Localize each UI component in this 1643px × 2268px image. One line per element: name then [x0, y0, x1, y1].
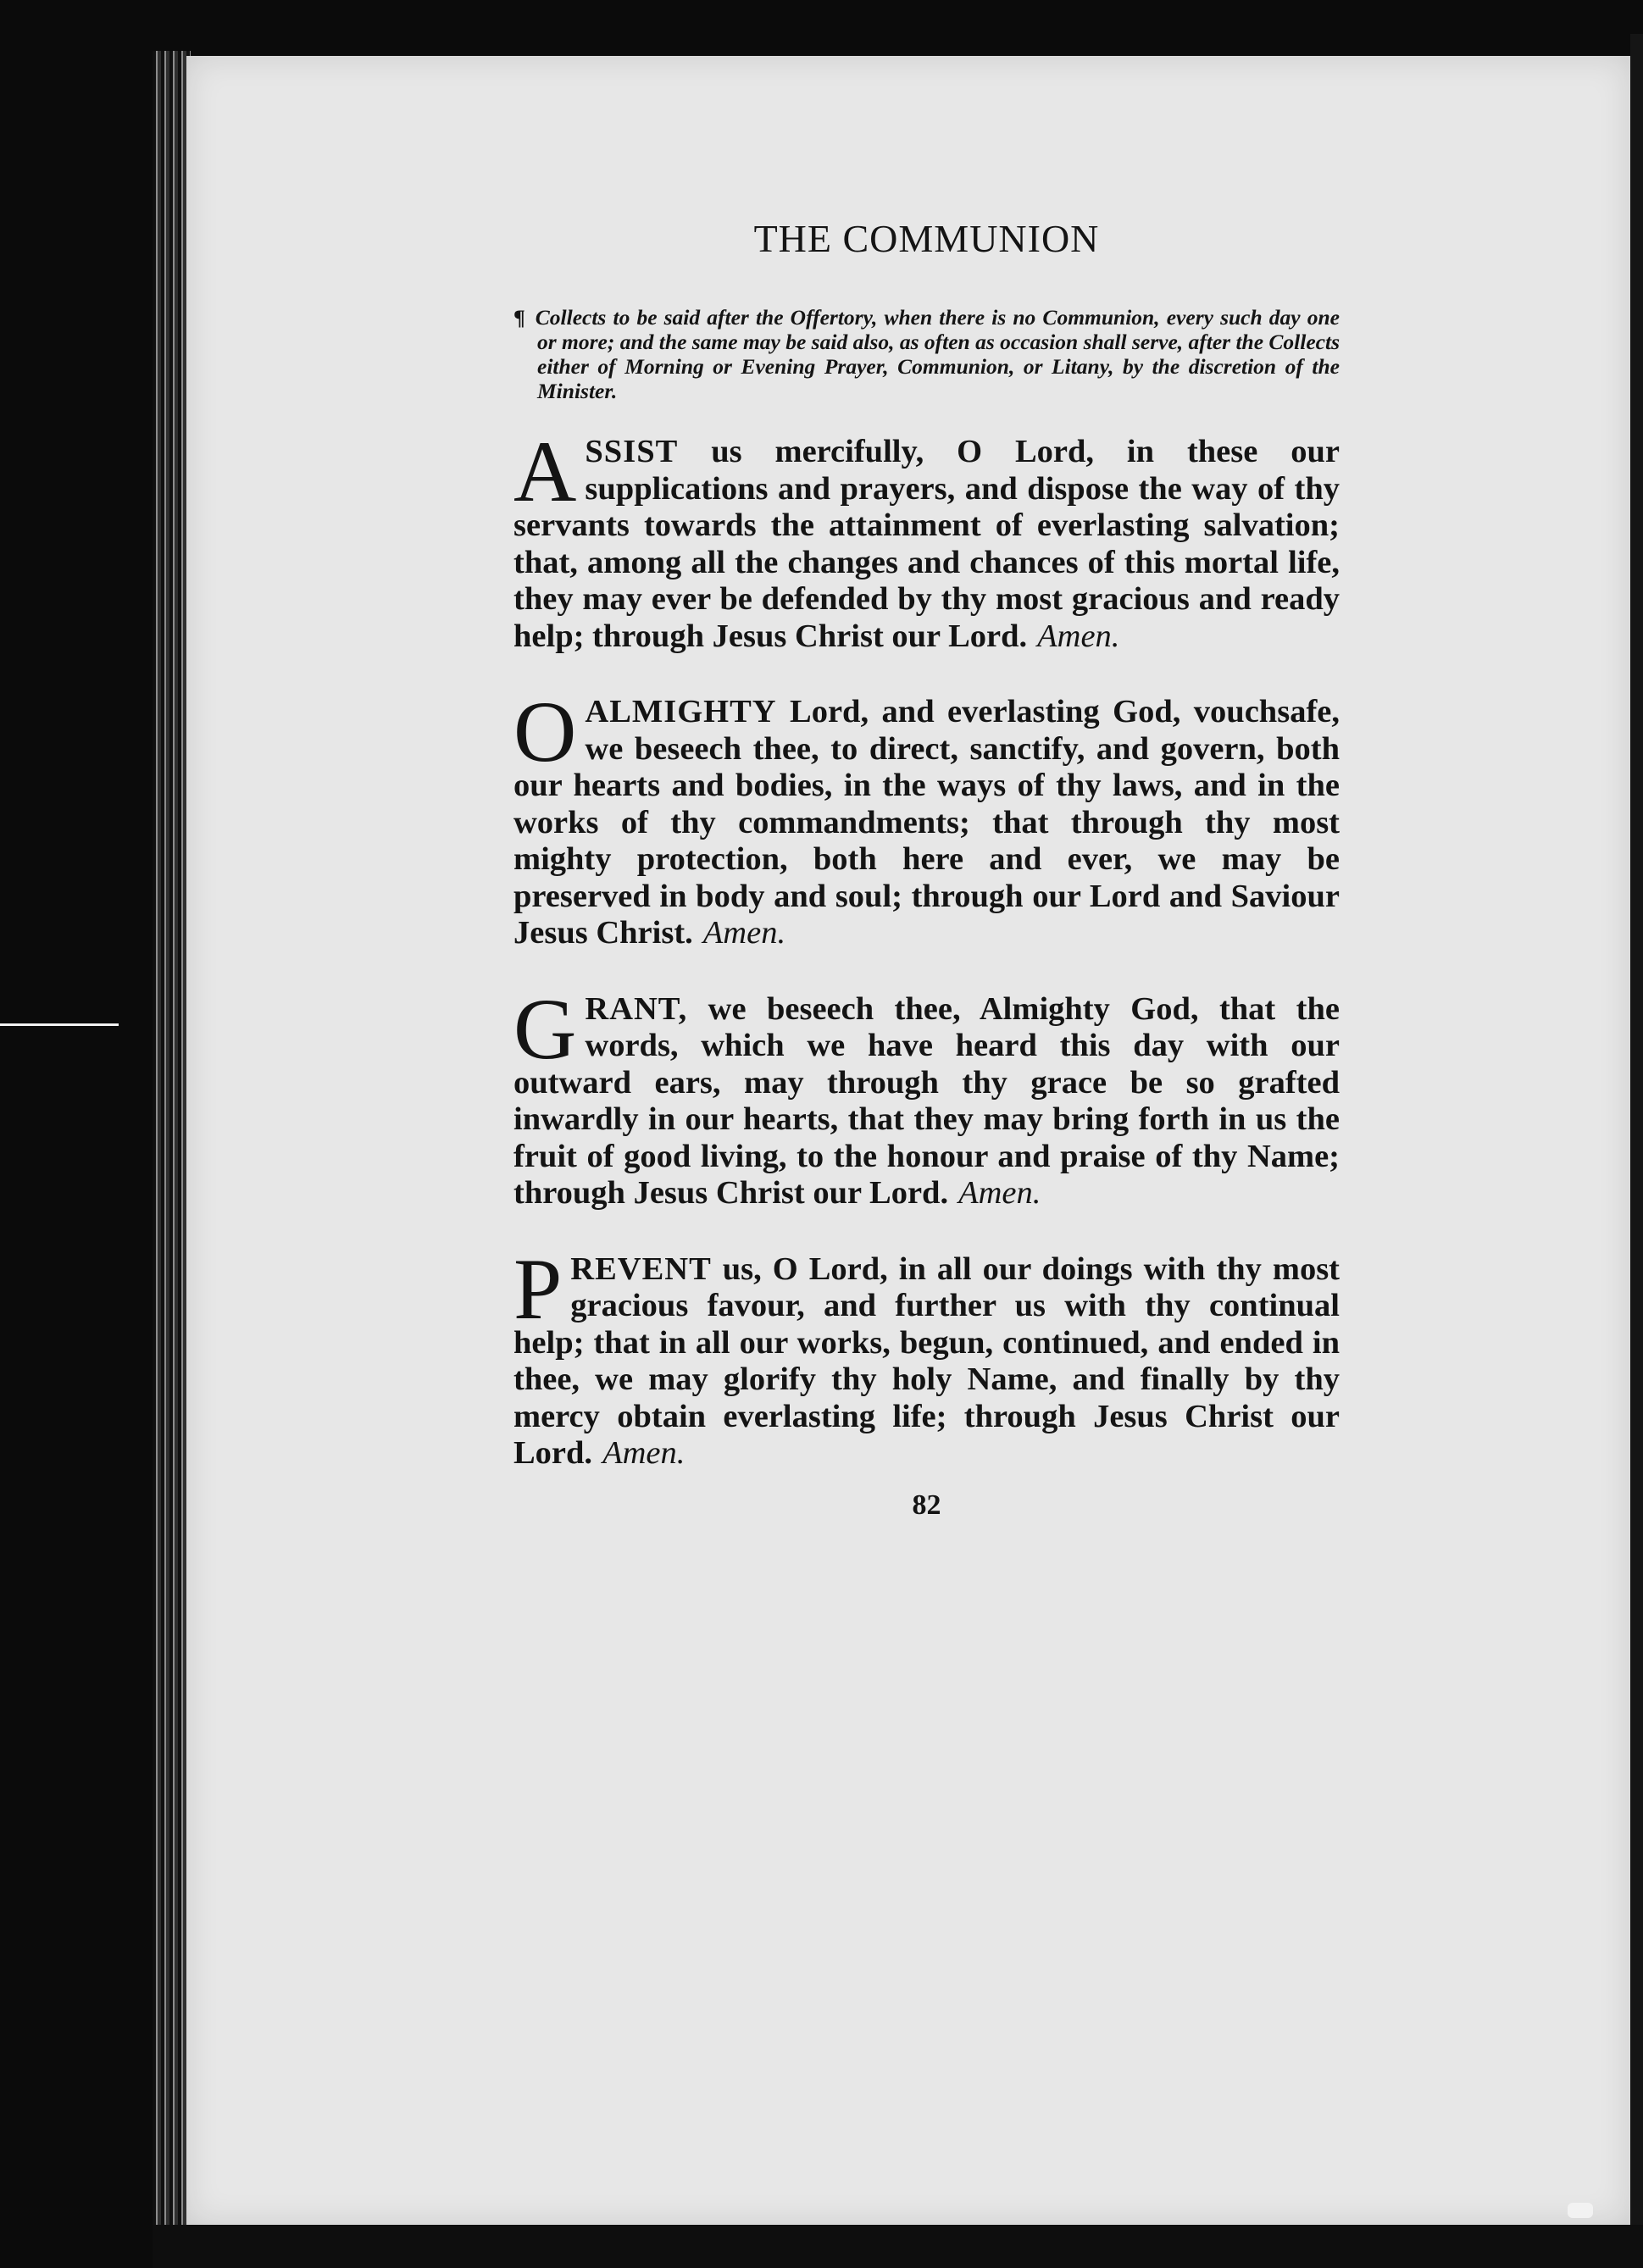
collect-lead-word: RANT,: [585, 990, 688, 1027]
drop-cap: A: [513, 424, 577, 520]
book-spine-edge: [153, 51, 191, 2237]
collect-body: Lord, and everlasting God, vouchsafe, we beseech thee, to direct, sanctify, and govern, both our hearts and bodies, in the ways of thy laws, and in the works of thy commandments; that through thy most mighty protection, both here and ever, we may be preserved in body and soul; through our Lord and Saviour Jesus Christ.: [513, 694, 1340, 951]
collect-3: [513, 980, 1340, 1212]
collect-body: us, O Lord, in all our doings with thy most gracious favour, and further us with thy continual help; that in all our works, begun, continued, and ended in thee, we may glorify thy holy Name, and finally by thy mercy obtain everlasting life; through Jesus Christ our Lord.: [513, 1250, 1340, 1471]
collect-2: [513, 684, 1340, 952]
collect-lead-word: SSIST: [585, 434, 679, 469]
drop-cap: G: [513, 980, 577, 1078]
collect-body: we beseech thee, Almighty God, that the words, which we have heard this day with our outward ears, may through thy grace be so grafted inwardly in our hearts, that they may bring forth in us the fruit of good living, to the honour and praise of thy Name; through Jesus Christ our Lord.: [513, 990, 1340, 1211]
collect-1: [513, 424, 1340, 655]
page-number: 82: [912, 1489, 941, 1521]
amen: Amen.: [702, 915, 786, 951]
scan-artifact-mark: [0, 1023, 119, 1026]
rubric-text: Collects to be said after the Offertory, when there is no Communion, every such day one or more; and the same may be said also, as often as occasion shall serve, after the Collects either of Morning or Evening Prayer, Communion, or Litany, by the discretion of the Minister.: [535, 305, 1340, 403]
drop-cap: O: [513, 684, 577, 780]
running-head: THE COMMUNION: [753, 217, 1100, 260]
scan-bottom-edge: [153, 2225, 1643, 2268]
page-content: [513, 216, 1340, 1522]
collect-4: [513, 1240, 1340, 1472]
amen: Amen.: [602, 1435, 686, 1471]
collect-body: us mercifully, O Lord, in these our supplications and prayers, and dispose the way of thy servants towards the attainment of everlasting salvation; that, among all the changes and chances of this mortal life, they may ever be defended by thy most gracious and ready help; through Jesus Christ our Lord.: [513, 434, 1340, 654]
pilcrow-icon: ¶: [513, 305, 525, 330]
scan-right-edge: [1630, 34, 1643, 2237]
scan-artifact-mark: [1568, 2203, 1593, 2218]
amen: Amen.: [1037, 618, 1120, 654]
collect-lead-word: REVENT: [570, 1250, 712, 1287]
rubric: [513, 305, 1340, 403]
amen: Amen.: [958, 1175, 1041, 1211]
collect-lead-word: ALMIGHTY: [585, 694, 777, 729]
drop-cap: P: [513, 1240, 563, 1338]
